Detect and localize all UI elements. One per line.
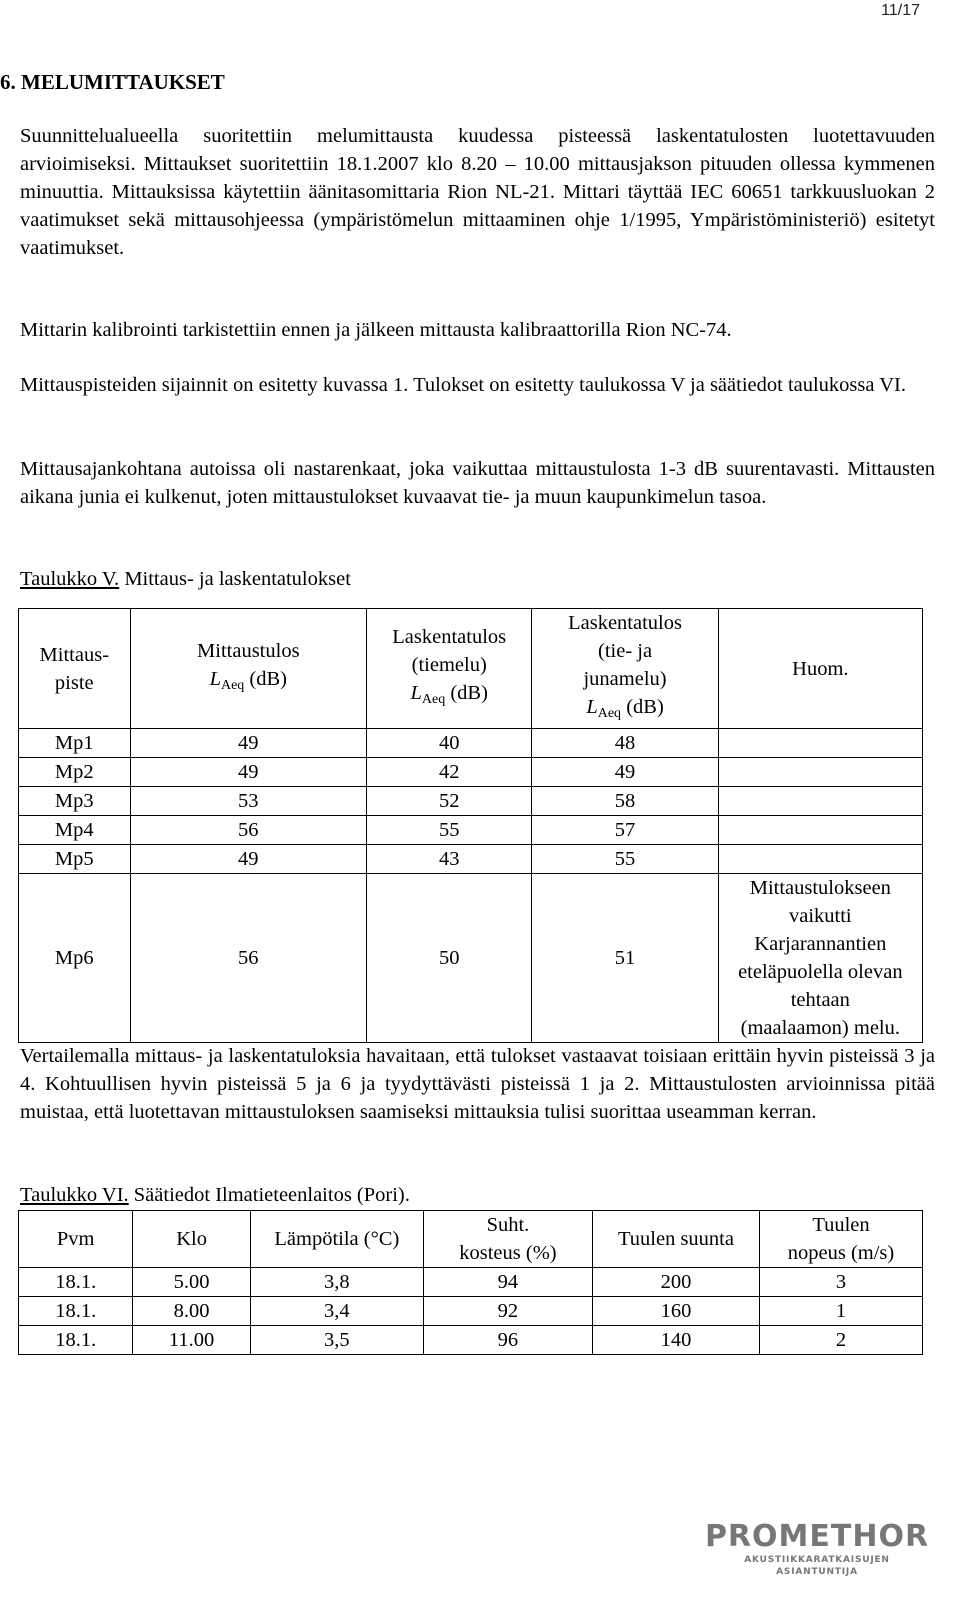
table-row [19,758,923,787]
laeq-symbol: L [586,696,598,718]
header-measurement-point-line2: piste [54,671,94,694]
header-wind-speed-line2: nopeus (m/s) [787,1242,895,1264]
cell-calc-road: 52 [367,787,532,816]
table5-caption-label: Taulukko V. [20,568,120,590]
table5-caption-text: Mittaus- ja laskentatulokset [119,568,351,590]
table-row [19,1326,923,1355]
header-calc-road-rail [532,609,718,729]
header-time: Klo [133,1211,250,1268]
laeq-unit: (dB) [445,682,488,704]
cell-wind-direction: 200 [592,1268,759,1297]
cell-calc-road: 55 [367,816,532,845]
header-measurement-point [19,609,131,729]
header-temperature: Lämpötila (°C) [250,1211,423,1268]
cell-time: 11.00 [133,1326,250,1355]
laeq-unit: (dB) [621,696,664,718]
cell-calc-road: 50 [367,874,532,1043]
company-logo [702,1520,932,1578]
cell-time: 8.00 [133,1297,250,1326]
table-row [19,874,923,1043]
cell-calc-road: 43 [367,845,532,874]
header-calc-road-line1: Laskentatulos [392,626,507,648]
header-calc-road-rail-laeq [536,693,713,728]
table-row [19,1268,923,1297]
laeq-subscript: Aeq [421,692,446,707]
logo-wordmark: PROMETHOR [704,1519,930,1554]
cell-measured: 56 [130,816,366,845]
cell-calc-road-rail: 58 [532,787,718,816]
paragraph-calibration: Mittarin kalibrointi tarkistettiin ennen ja jälkeen mittausta kalibraattorilla Rion NC-74. [20,319,732,341]
paragraph-measurements-intro: Suunnittelualueella suoritettiin melumittausta kuudessa pisteessä laskentatulosten luotettavuuden arvioimiseksi. Mittaukset suoritettiin 18.1.2007 klo 8.20 – 10.00 mittausjakson pituuden ollessa kymmenen minuuttia. Mittauksissa käytettiin äänitasomittaria Rion NL-21. Mittari täyttää IEC 60651 tarkkuusluokan 2 vaatimukset sekä mittausohjeessa (ympäristömelun mittaaminen ohje 1/1995, Ympäristöministeriö) esitetyt vaatimukset. [20,125,935,259]
cell-measured: 49 [130,758,366,787]
table6-caption-label: Taulukko VI. [20,1184,129,1206]
cell-calc-road-rail: 57 [532,816,718,845]
header-humidity-line2: kosteus (%) [459,1242,557,1264]
header-measured-laeq [135,665,362,700]
cell-temperature: 3,8 [250,1268,423,1297]
header-note: Huom. [718,609,922,729]
cell-temperature: 3,4 [250,1297,423,1326]
header-wind-direction: Tuulen suunta [592,1211,759,1268]
table-row [19,1297,923,1326]
header-calc-road-rail-line3: junamelu) [583,668,667,690]
cell-calc-road: 40 [367,729,532,758]
cell-note [718,845,922,874]
laeq-unit: (dB) [244,668,287,690]
cell-wind-speed: 1 [759,1297,922,1326]
header-calc-road-line2: (tiemelu) [411,654,487,676]
cell-humidity: 94 [423,1268,592,1297]
note-line: eteläpuolella olevan [738,961,903,983]
header-wind-speed [759,1211,922,1268]
logo-tagline: AKUSTIIKKARATKAISUJEN ASIANTUNTIJA [744,1555,890,1577]
header-wind-speed-line1: Tuulen [812,1214,870,1236]
table-row [19,816,923,845]
cell-point: Mp2 [19,758,131,787]
cell-note [718,787,922,816]
cell-date: 18.1. [19,1268,133,1297]
cell-humidity: 92 [423,1297,592,1326]
table6-caption [20,1181,410,1209]
header-humidity-line1: Suht. [486,1214,530,1236]
cell-time: 5.00 [133,1268,250,1297]
cell-note [718,729,922,758]
header-calc-road-laeq [371,679,527,714]
cell-measured: 56 [130,874,366,1043]
laeq-symbol: L [209,668,221,690]
cell-calc-road: 42 [367,758,532,787]
results-table-header-row [19,609,923,729]
header-measured [130,609,366,729]
header-date: Pvm [19,1211,133,1268]
cell-point: Mp3 [19,787,131,816]
note-line: tehtaan [790,989,850,1011]
note-line: Karjarannantien [754,933,887,955]
cell-calc-road-rail: 49 [532,758,718,787]
table-row [19,729,923,758]
cell-point: Mp5 [19,845,131,874]
cell-note [718,758,922,787]
cell-point: Mp4 [19,816,131,845]
cell-measured: 49 [130,845,366,874]
cell-note-mp6 [718,874,922,1043]
page-number: 11/17 [881,2,920,19]
paragraph-locations: Mittauspisteiden sijainnit on esitetty kuvassa 1. Tulokset on esitetty taulukossa V ja säätiedot taulukossa VI. [20,374,906,396]
table-row [19,787,923,816]
results-table [18,608,923,1043]
weather-table-header-row [19,1211,923,1268]
cell-wind-speed: 3 [759,1268,922,1297]
cell-calc-road-rail: 51 [532,874,718,1043]
header-humidity [423,1211,592,1268]
header-calc-road-rail-line2: (tie- ja [598,640,653,662]
table6-caption-text: Säätiedot Ilmatieteenlaitos (Pori). [128,1184,410,1206]
cell-wind-direction: 160 [592,1297,759,1326]
laeq-symbol: L [410,682,422,704]
weather-table [18,1210,923,1355]
note-line: vaikutti [789,905,852,927]
header-calc-road [367,609,532,729]
table5-caption [20,565,351,593]
cell-measured: 53 [130,787,366,816]
cell-wind-direction: 140 [592,1326,759,1355]
cell-date: 18.1. [19,1326,133,1355]
paragraph-studded-tires: Mittausajankohtana autoissa oli nastarenkaat, joka vaikuttaa mittaustulosta 1-3 dB suurentavasti. Mittausten aikana junia ei kulkenut, joten mittaustulokset kuvaavat tie- ja muun kaupunkimelun tasoa. [20,458,935,508]
note-line: Mittaustulokseen [749,877,891,899]
cell-calc-road-rail: 55 [532,845,718,874]
cell-temperature: 3,5 [250,1326,423,1355]
paragraph-comparison: Vertailemalla mittaus- ja laskentatuloksia havaitaan, että tulokset vastaavat toisiaan erittäin hyvin pisteissä 3 ja 4. Kohtuullisen hyvin pisteissä 5 ja 6 ja tyydyttävästi pisteissä 1 ja 2. Mittaustulosten arvioinnissa pitää muistaa, että luotettavan mittaustuloksen saamiseksi mittauksia tulisi suorittaa useamman kerran. [20,1045,935,1123]
laeq-subscript: Aeq [597,706,622,721]
header-measurement-point-line1: Mittaus- [39,643,110,666]
cell-point: Mp1 [19,729,131,758]
cell-note [718,816,922,845]
cell-humidity: 96 [423,1326,592,1355]
cell-calc-road-rail: 48 [532,729,718,758]
cell-date: 18.1. [19,1297,133,1326]
cell-point: Mp6 [19,874,131,1043]
laeq-subscript: Aeq [220,678,245,693]
header-measured-line1: Mittaustulos [197,640,300,662]
section-title: 6. MELUMITTAUKSET [0,70,225,94]
table-row [19,845,923,874]
note-line: (maalaamon) melu. [740,1017,901,1039]
cell-wind-speed: 2 [759,1326,922,1355]
cell-measured: 49 [130,729,366,758]
header-calc-road-rail-line1: Laskentatulos [568,612,682,634]
